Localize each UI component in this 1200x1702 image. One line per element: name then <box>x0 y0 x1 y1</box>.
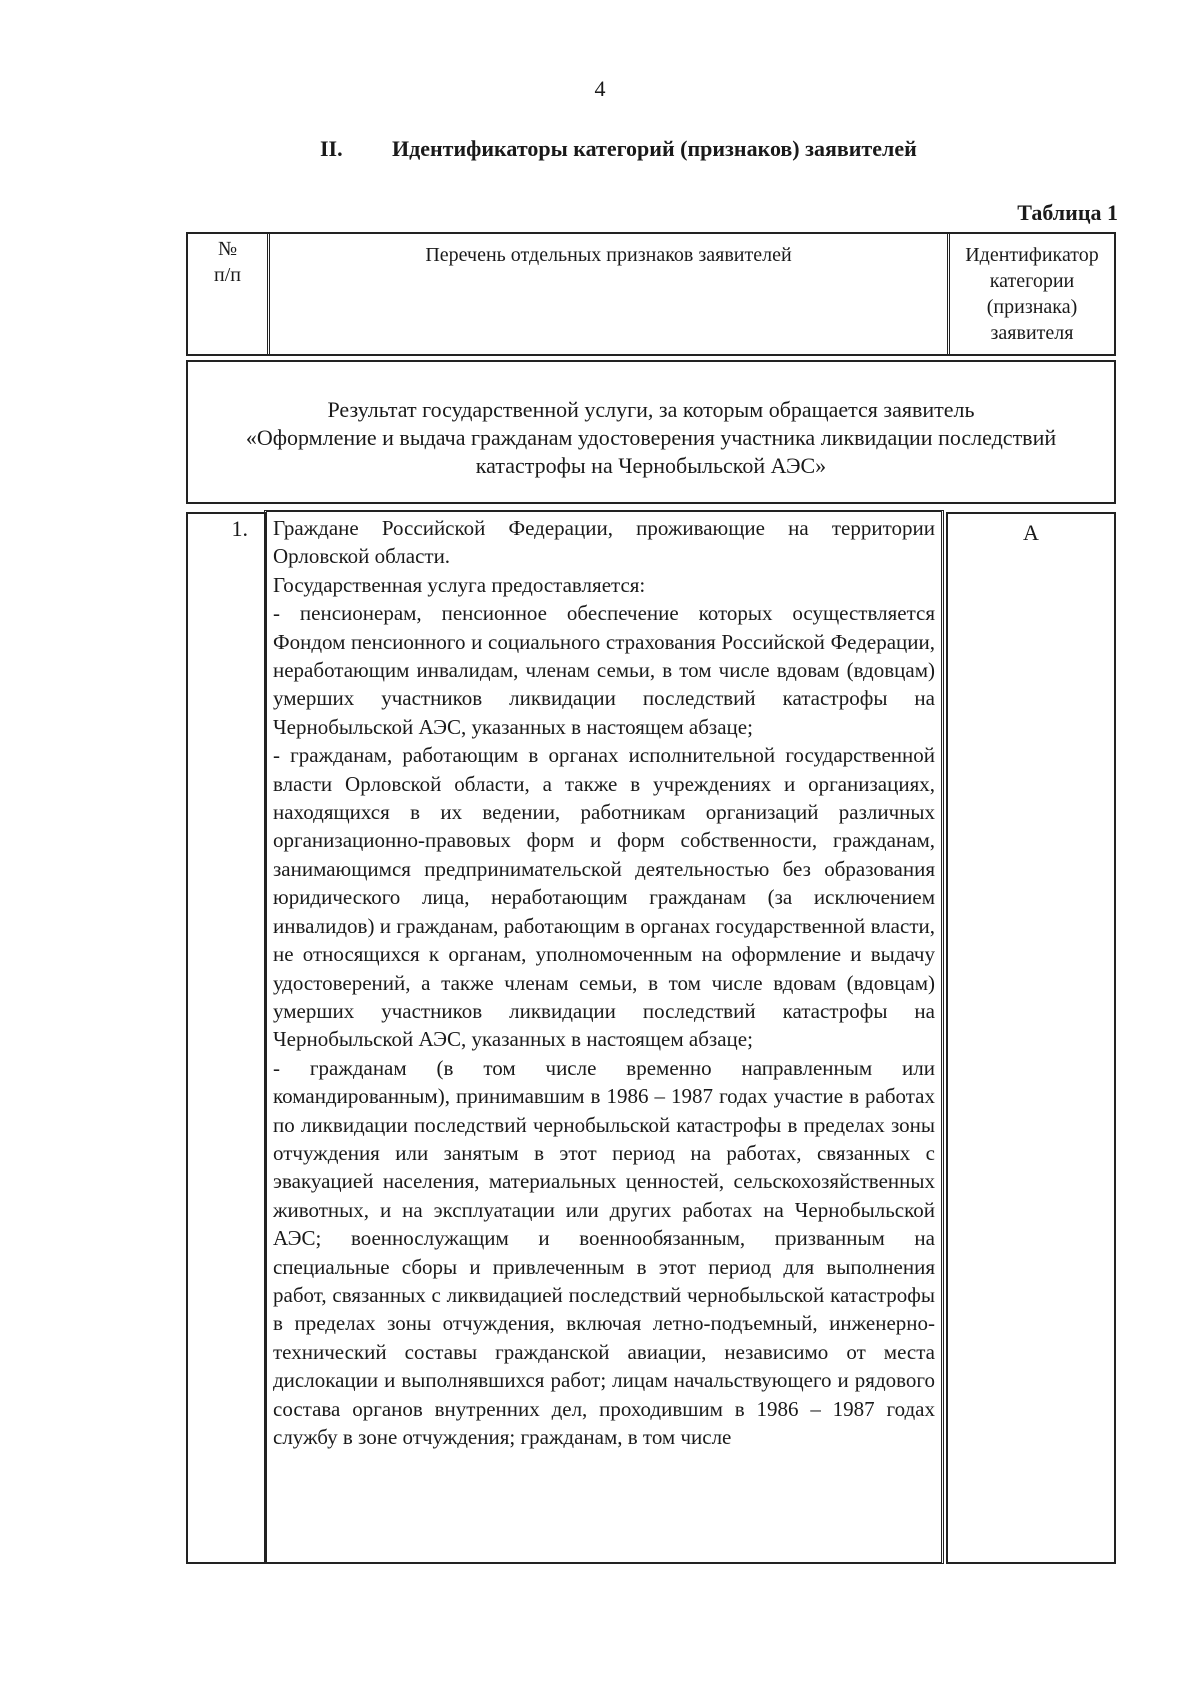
result-line: «Оформление и выдача гражданам удостоверения участника ликвидации последствий <box>245 425 1057 450</box>
section-title <box>320 136 1020 162</box>
table-caption: Таблица 1 <box>1017 200 1118 225</box>
header-num-line2: п/п <box>214 264 241 286</box>
row-paragraph: Граждане Российской Федерации, проживающие на территории Орловской области. <box>273 516 935 569</box>
header-id-cell <box>950 234 1114 354</box>
row-paragraph: - гражданам, работающим в органах исполнительной государственной власти Орловской области, а также в учреждениях и организациях, находящихся в их ведении, работникам организаций различных организационно-правовых форм и форм собственности, гражданам, занимающимся предпринимательской деятельностью без образования юридического лица, неработающим гражданам (за исключением инвалидов) и гражданам, работающим в органах государственной власти, не относящихся к органам, уполномоченным на оформление и выдачу удостоверений, а также членам семьи, в том числе вдовам (вдовцам) умерших участников ликвидации последствий катастрофы на Чернобыльской АЭС, указанных в настоящем абзаце; <box>273 743 935 1052</box>
header-num-line1: № <box>217 238 238 260</box>
header-id-line: Идентификатор <box>965 244 1099 266</box>
result-row <box>186 360 1116 504</box>
table-header <box>186 232 1116 356</box>
header-num-cell <box>188 234 270 354</box>
section-numeral: II. <box>320 136 343 161</box>
row-paragraph: - гражданам (в том числе временно направленным или командированным), принимавшим в 1986 – 1987 годах участие в работах по ликвидации последствий чернобыльской катастрофы в пределах зоны отчуждения или занятым в этот период на работах, связанных с эвакуацией населения, материальных ценностей, сельскохозяйственных животных, и на эксплуатации или других работах на Чернобыльской АЭС; военнослужащим и военнообязанным, призванным на специальные сборы и привлеченным в этот период для выполнения работ, связанных с ликвидацией последствий чернобыльской катастрофы в пределах зоны отчуждения, включая летно-подъемный, инженерно-технический составы гражданской авиации, независимо от места дислокации и выполнявшихся работ; лицам начальствующего и рядового состава органов внутренних дел, проходившим в 1986 – 1987 годах службу в зоне отчуждения; гражданам, в том числе <box>273 1055 935 1449</box>
row-number-cell: 1. <box>186 512 266 1564</box>
row-paragraph: Государственная услуга предоставляется: <box>273 572 646 597</box>
row-text-cell <box>264 510 944 1564</box>
page-number: 4 <box>594 76 606 101</box>
header-list-text: Перечень отдельных признаков заявителей <box>425 244 792 266</box>
row-paragraph: - пенсионерам, пенсионное обеспечение которых осуществляется Фондом пенсионного и социального страхования Российской Федерации, неработающим инвалидам, членам семьи, в том числе вдовам (вдовцам) умерших участников ликвидации последствий катастрофы на Чернобыльской АЭС, указанных в настоящем абзаце; <box>273 601 935 739</box>
header-id-line: заявителя <box>990 322 1074 344</box>
result-line: Результат государственной услуги, за которым обращается заявитель <box>327 397 975 422</box>
header-id-line: категории <box>989 270 1075 292</box>
section-title-text: Идентификаторы категорий (признаков) заявителей <box>392 136 917 161</box>
header-id-line: (признака) <box>986 296 1078 318</box>
row-identifier-cell: А <box>946 512 1116 1564</box>
result-line: катастрофы на Чернобыльской АЭС» <box>475 453 827 478</box>
header-list-cell <box>270 234 950 354</box>
